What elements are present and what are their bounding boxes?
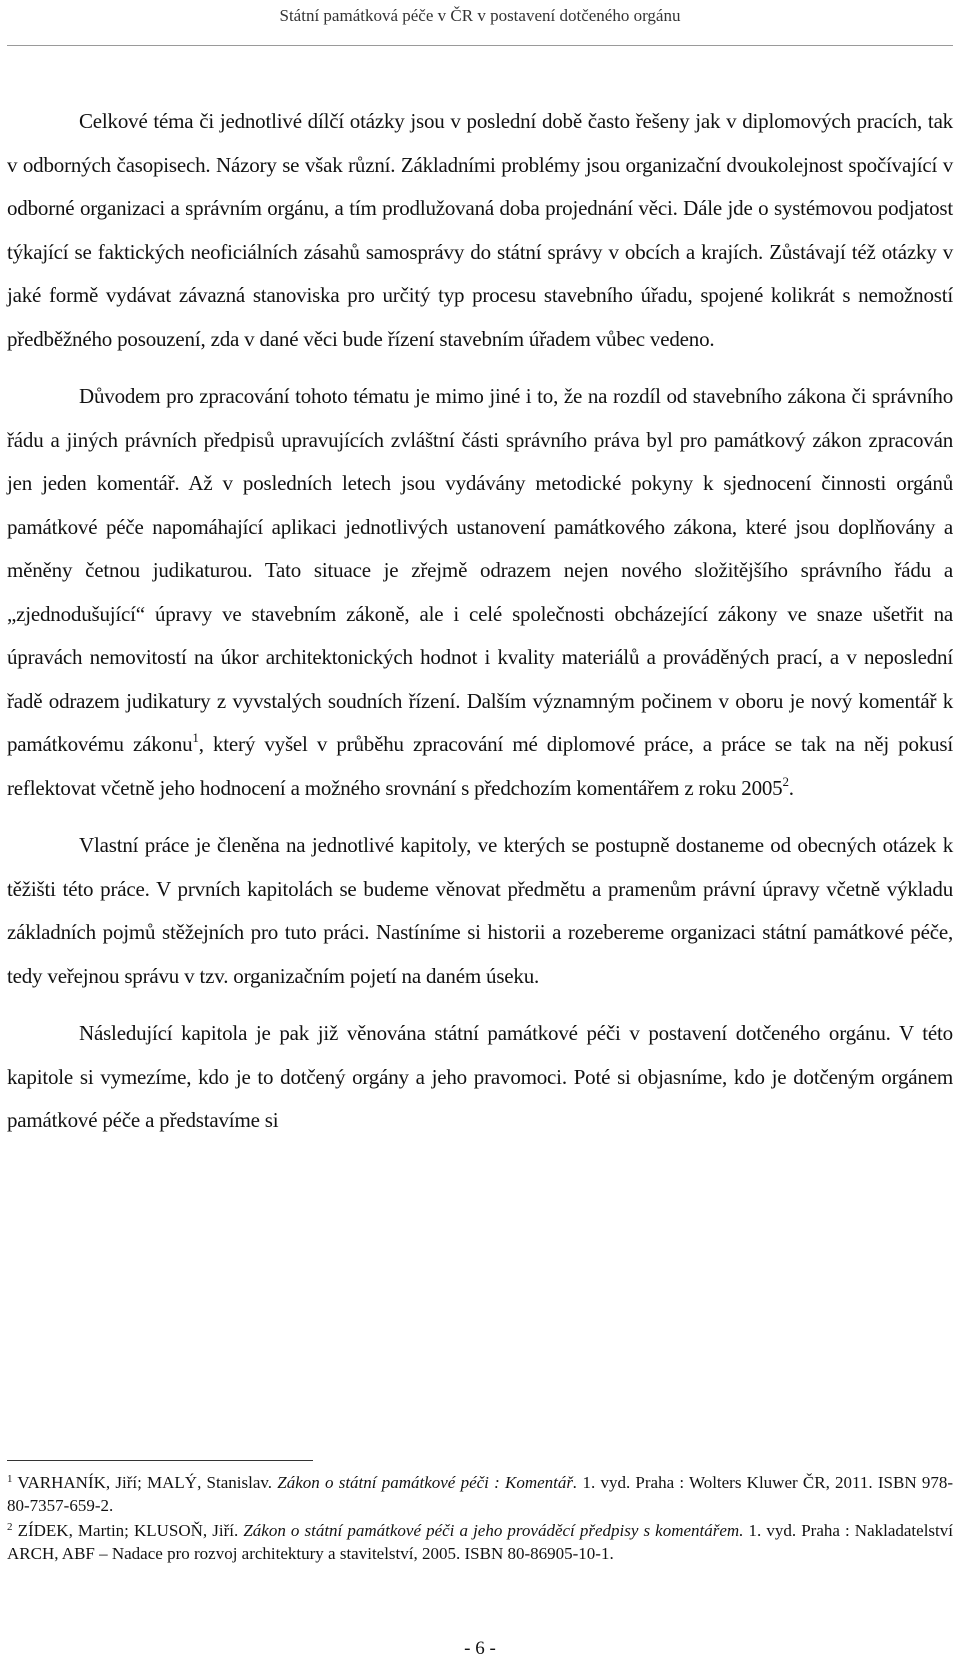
paragraph-structure	[7, 824, 953, 998]
paragraph-next-chapter	[7, 1012, 953, 1143]
paragraph-text: .	[788, 775, 794, 800]
footnote-ref-1[interactable]: 1	[192, 730, 199, 745]
footnotes	[7, 1471, 953, 1567]
footnote-number: 1	[7, 1473, 13, 1485]
footnote-number: 2	[7, 1521, 13, 1533]
body-text	[7, 100, 953, 1143]
footnote-title: Zákon o státní památkové péči a jeho prováděcí předpisy s komentářem.	[243, 1521, 744, 1540]
footnote-1	[7, 1471, 953, 1517]
footnote-publication: 1. vyd. Praha : Wolters Kluwer ČR, 2011. ISBN 978-80-7357-659-2.	[7, 1473, 953, 1515]
paragraph-intro	[7, 100, 953, 361]
paragraph-text: Celkové téma či jednotlivé dílčí otázky jsou v poslední době často řešeny jak v diplomových pracích, tak v odborných časopisech. Názory se však různí. Základními problémy jsou organizační dvoukolejnost spočívající v odborné organizaci a správním orgánu, a tím prodlužovaná doba projednání věci. Dále jde o systémovou podjatost týkající se faktických neoficiálních zásahů samosprávy do státní správy v obcích a krajích. Zůstávají též otázky v jaké formě vydávat závazná stanoviska pro určitý typ procesu stavebního úřadu, spojené kolikrát s nemožností předběžného posouzení, zda v dané věci bude řízení stavebním úřadem vůbec vedeno.	[7, 109, 953, 351]
paragraph-text: Vlastní práce je členěna na jednotlivé kapitoly, ve kterých se postupně dostaneme od obecných otázek k těžišti této práce. V prvních kapitolách se budeme věnovat předmětu a pramenům právní úpravy včetně výkladu základních pojmů stěžejních pro tuto práci. Nastíníme si historii a rozebereme organizaci státní památkové péče, tedy veřejnou správu v tzv. organizačním pojetí na daném úseku.	[7, 833, 953, 988]
footnote-2	[7, 1519, 953, 1565]
footnote-ref-2[interactable]: 2	[782, 773, 789, 789]
paragraph-motivation	[7, 375, 953, 810]
footnote-authors: VARHANÍK, Jiří; MALÝ, Stanislav.	[17, 1473, 278, 1492]
footnote-authors: ZÍDEK, Martin; KLUSOŇ, Jiří.	[17, 1521, 244, 1540]
paragraph-text: Důvodem pro zpracování tohoto tématu je mimo jiné i to, že na rozdíl od stavebního zákona či správního řádu a jiných právních předpisů upravujících zvláštní části správního práva byl pro památkový zákon zpracován jen jeden komentář. Až v posledních letech jsou vydávány metodické pokyny k sjednocení činnosti orgánů památkové péče napomáhající aplikaci jednotlivých ustanovení památkového zákona, které jsou doplňovány a měněny četnou judikaturou. Tato situace je zřejmě odrazem nejen nového složitějšího správního řádu a „zjednodušující“ úpravy ve stavebním zákoně, ale i celé společnosti obcházející zákony ve snaze ušetřit na úpravách nemovitostí na úkor architektonických hodnot i kvality materiálů a prováděných prací, a v neposlední řadě odrazem judikatury z vyvstalých soudních řízení. Dalším významným počinem v oboru je nový komentář k památkovému zákonu	[7, 384, 953, 756]
paragraph-text: , který vyšel v průběhu zpracování mé diplomové práce, a práce se tak na něj pokusí reflektovat včetně jeho hodnocení a možného srovnání s předchozím komentářem z roku 2005	[7, 732, 953, 800]
page-number: - 6 -	[464, 1638, 496, 1659]
running-header: Státní památková péče v ČR v postavení dotčeného orgánu	[279, 6, 681, 25]
paragraph-text: Následující kapitola je pak již věnována státní památkové péči v postavení dotčeného orgánu. V této kapitole si vymezíme, kdo je to dotčený orgány a jeho pravomoci. Poté si objasníme, kdo je dotčeným orgánem památkové péče a představíme si	[7, 1021, 953, 1132]
footnote-divider	[7, 1460, 313, 1461]
footnote-title: Zákon o státní památkové péči : Komentář.	[277, 1473, 578, 1492]
footnote-publication: 1. vyd. Praha : Nakladatelství ARCH, ABF – Nadace pro rozvoj architektury a stavitelství, 2005. ISBN 80-86905-10-1.	[7, 1521, 953, 1563]
header-divider	[7, 45, 953, 46]
